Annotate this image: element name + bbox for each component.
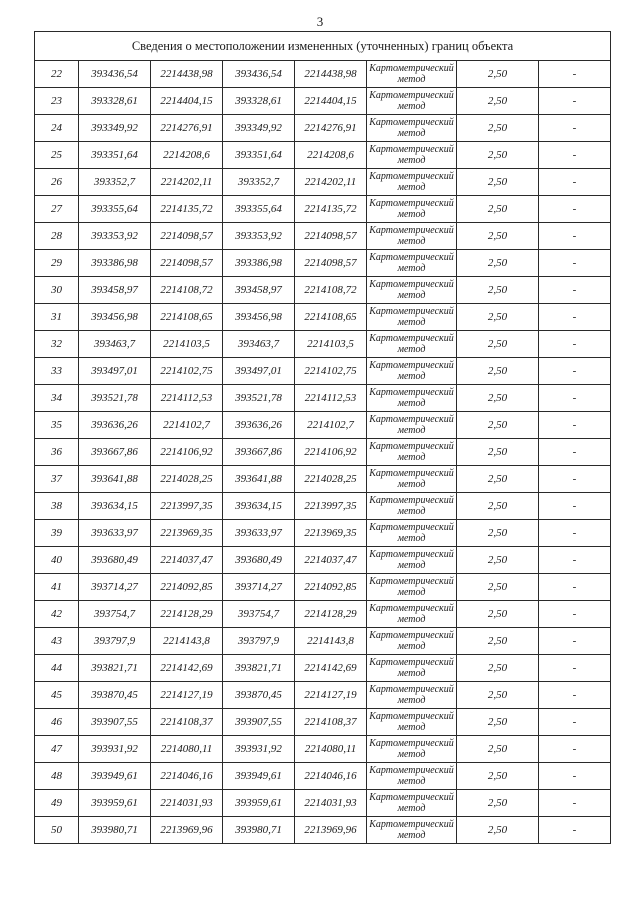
y-refined-cell: 2214092,85 bbox=[295, 574, 367, 601]
accuracy-cell: 2,50 bbox=[457, 385, 539, 412]
point-number-cell: 23 bbox=[35, 88, 79, 115]
point-number-cell: 41 bbox=[35, 574, 79, 601]
x-refined-cell: 393352,7 bbox=[223, 169, 295, 196]
y-refined-cell: 2214135,72 bbox=[295, 196, 367, 223]
method-cell: Картометрический метод bbox=[367, 196, 457, 223]
point-number-cell: 33 bbox=[35, 358, 79, 385]
x-refined-cell: 393634,15 bbox=[223, 493, 295, 520]
x-refined-cell: 393797,9 bbox=[223, 628, 295, 655]
y-refined-cell: 2214202,11 bbox=[295, 169, 367, 196]
x-refined-cell: 393680,49 bbox=[223, 547, 295, 574]
y-refined-cell: 2214208,6 bbox=[295, 142, 367, 169]
x-refined-cell: 393754,7 bbox=[223, 601, 295, 628]
description-cell: - bbox=[539, 169, 611, 196]
point-number-cell: 25 bbox=[35, 142, 79, 169]
accuracy-cell: 2,50 bbox=[457, 88, 539, 115]
accuracy-cell: 2,50 bbox=[457, 547, 539, 574]
description-cell: - bbox=[539, 250, 611, 277]
method-cell: Картометрический метод bbox=[367, 223, 457, 250]
description-cell: - bbox=[539, 223, 611, 250]
y-refined-cell: 2214098,57 bbox=[295, 223, 367, 250]
description-cell: - bbox=[539, 331, 611, 358]
method-cell: Картометрический метод bbox=[367, 439, 457, 466]
point-number-cell: 39 bbox=[35, 520, 79, 547]
method-cell: Картометрический метод bbox=[367, 385, 457, 412]
table-row bbox=[35, 223, 611, 250]
table-row bbox=[35, 439, 611, 466]
point-number-cell: 26 bbox=[35, 169, 79, 196]
x-existing-cell: 393634,15 bbox=[79, 493, 151, 520]
x-refined-cell: 393463,7 bbox=[223, 331, 295, 358]
description-cell: - bbox=[539, 88, 611, 115]
table-row bbox=[35, 250, 611, 277]
y-existing-cell: 2214103,5 bbox=[151, 331, 223, 358]
accuracy-cell: 2,50 bbox=[457, 196, 539, 223]
x-existing-cell: 393949,61 bbox=[79, 763, 151, 790]
point-number-cell: 29 bbox=[35, 250, 79, 277]
accuracy-cell: 2,50 bbox=[457, 736, 539, 763]
table-row bbox=[35, 520, 611, 547]
x-existing-cell: 393931,92 bbox=[79, 736, 151, 763]
description-cell: - bbox=[539, 466, 611, 493]
point-number-cell: 48 bbox=[35, 763, 79, 790]
y-existing-cell: 2214108,72 bbox=[151, 277, 223, 304]
table-row bbox=[35, 682, 611, 709]
y-refined-cell: 2214080,11 bbox=[295, 736, 367, 763]
table-row bbox=[35, 628, 611, 655]
method-cell: Картометрический метод bbox=[367, 655, 457, 682]
accuracy-cell: 2,50 bbox=[457, 520, 539, 547]
y-existing-cell: 2214102,75 bbox=[151, 358, 223, 385]
x-refined-cell: 393636,26 bbox=[223, 412, 295, 439]
x-refined-cell: 393641,88 bbox=[223, 466, 295, 493]
method-cell: Картометрический метод bbox=[367, 493, 457, 520]
y-existing-cell: 2213969,35 bbox=[151, 520, 223, 547]
x-existing-cell: 393351,64 bbox=[79, 142, 151, 169]
point-number-cell: 24 bbox=[35, 115, 79, 142]
x-refined-cell: 393667,86 bbox=[223, 439, 295, 466]
point-number-cell: 34 bbox=[35, 385, 79, 412]
x-existing-cell: 393754,7 bbox=[79, 601, 151, 628]
method-cell: Картометрический метод bbox=[367, 142, 457, 169]
description-cell: - bbox=[539, 520, 611, 547]
table-row bbox=[35, 736, 611, 763]
table-row bbox=[35, 574, 611, 601]
x-refined-cell: 393931,92 bbox=[223, 736, 295, 763]
point-number-cell: 40 bbox=[35, 547, 79, 574]
x-existing-cell: 393456,98 bbox=[79, 304, 151, 331]
boundary-coordinates-table bbox=[34, 31, 611, 844]
table-body bbox=[35, 61, 611, 844]
page-number: 3 bbox=[316, 14, 324, 29]
x-refined-cell: 393980,71 bbox=[223, 817, 295, 844]
accuracy-cell: 2,50 bbox=[457, 61, 539, 88]
description-cell: - bbox=[539, 385, 611, 412]
accuracy-cell: 2,50 bbox=[457, 574, 539, 601]
description-cell: - bbox=[539, 682, 611, 709]
description-cell: - bbox=[539, 493, 611, 520]
y-existing-cell: 2214108,37 bbox=[151, 709, 223, 736]
y-refined-cell: 2214102,75 bbox=[295, 358, 367, 385]
y-existing-cell: 2214031,93 bbox=[151, 790, 223, 817]
y-existing-cell: 2214108,65 bbox=[151, 304, 223, 331]
table-row bbox=[35, 196, 611, 223]
accuracy-cell: 2,50 bbox=[457, 763, 539, 790]
accuracy-cell: 2,50 bbox=[457, 709, 539, 736]
y-existing-cell: 2214080,11 bbox=[151, 736, 223, 763]
x-existing-cell: 393680,49 bbox=[79, 547, 151, 574]
y-existing-cell: 2213969,96 bbox=[151, 817, 223, 844]
point-number-cell: 50 bbox=[35, 817, 79, 844]
table-row bbox=[35, 385, 611, 412]
method-cell: Картометрический метод bbox=[367, 520, 457, 547]
point-number-cell: 28 bbox=[35, 223, 79, 250]
method-cell: Картометрический метод bbox=[367, 277, 457, 304]
description-cell: - bbox=[539, 763, 611, 790]
point-number-cell: 43 bbox=[35, 628, 79, 655]
y-refined-cell: 2214031,93 bbox=[295, 790, 367, 817]
x-existing-cell: 393714,27 bbox=[79, 574, 151, 601]
x-existing-cell: 393352,7 bbox=[79, 169, 151, 196]
y-existing-cell: 2214276,91 bbox=[151, 115, 223, 142]
x-existing-cell: 393870,45 bbox=[79, 682, 151, 709]
y-existing-cell: 2214092,85 bbox=[151, 574, 223, 601]
description-cell: - bbox=[539, 304, 611, 331]
x-existing-cell: 393386,98 bbox=[79, 250, 151, 277]
accuracy-cell: 2,50 bbox=[457, 115, 539, 142]
table-title: Сведения о местоположении измененных (уточненных) границ объекта bbox=[35, 32, 611, 61]
x-existing-cell: 393636,26 bbox=[79, 412, 151, 439]
table-row bbox=[35, 709, 611, 736]
y-refined-cell: 2214046,16 bbox=[295, 763, 367, 790]
y-refined-cell: 2214028,25 bbox=[295, 466, 367, 493]
method-cell: Картометрический метод bbox=[367, 628, 457, 655]
accuracy-cell: 2,50 bbox=[457, 817, 539, 844]
y-refined-cell: 2214438,98 bbox=[295, 61, 367, 88]
table-row bbox=[35, 88, 611, 115]
method-cell: Картометрический метод bbox=[367, 250, 457, 277]
point-number-cell: 27 bbox=[35, 196, 79, 223]
description-cell: - bbox=[539, 61, 611, 88]
point-number-cell: 36 bbox=[35, 439, 79, 466]
description-cell: - bbox=[539, 142, 611, 169]
y-existing-cell: 2214112,53 bbox=[151, 385, 223, 412]
y-refined-cell: 2213997,35 bbox=[295, 493, 367, 520]
point-number-cell: 37 bbox=[35, 466, 79, 493]
method-cell: Картометрический метод bbox=[367, 61, 457, 88]
x-existing-cell: 393463,7 bbox=[79, 331, 151, 358]
method-cell: Картометрический метод bbox=[367, 709, 457, 736]
y-existing-cell: 2214404,15 bbox=[151, 88, 223, 115]
description-cell: - bbox=[539, 817, 611, 844]
method-cell: Картометрический метод bbox=[367, 466, 457, 493]
y-existing-cell: 2214142,69 bbox=[151, 655, 223, 682]
description-cell: - bbox=[539, 736, 611, 763]
method-cell: Картометрический метод bbox=[367, 763, 457, 790]
accuracy-cell: 2,50 bbox=[457, 304, 539, 331]
description-cell: - bbox=[539, 601, 611, 628]
table-row bbox=[35, 790, 611, 817]
y-existing-cell: 2214037,47 bbox=[151, 547, 223, 574]
description-cell: - bbox=[539, 358, 611, 385]
x-refined-cell: 393497,01 bbox=[223, 358, 295, 385]
table-row bbox=[35, 547, 611, 574]
y-existing-cell: 2214102,7 bbox=[151, 412, 223, 439]
y-refined-cell: 2214102,7 bbox=[295, 412, 367, 439]
y-refined-cell: 2214127,19 bbox=[295, 682, 367, 709]
accuracy-cell: 2,50 bbox=[457, 682, 539, 709]
y-refined-cell: 2214142,69 bbox=[295, 655, 367, 682]
x-refined-cell: 393353,92 bbox=[223, 223, 295, 250]
y-refined-cell: 2214106,92 bbox=[295, 439, 367, 466]
y-refined-cell: 2214098,57 bbox=[295, 250, 367, 277]
x-refined-cell: 393521,78 bbox=[223, 385, 295, 412]
accuracy-cell: 2,50 bbox=[457, 655, 539, 682]
description-cell: - bbox=[539, 628, 611, 655]
description-cell: - bbox=[539, 790, 611, 817]
y-existing-cell: 2214128,29 bbox=[151, 601, 223, 628]
x-existing-cell: 393907,55 bbox=[79, 709, 151, 736]
accuracy-cell: 2,50 bbox=[457, 493, 539, 520]
table-row bbox=[35, 817, 611, 844]
accuracy-cell: 2,50 bbox=[457, 223, 539, 250]
y-existing-cell: 2214438,98 bbox=[151, 61, 223, 88]
x-refined-cell: 393821,71 bbox=[223, 655, 295, 682]
x-refined-cell: 393714,27 bbox=[223, 574, 295, 601]
y-refined-cell: 2214108,72 bbox=[295, 277, 367, 304]
y-existing-cell: 2214028,25 bbox=[151, 466, 223, 493]
x-refined-cell: 393355,64 bbox=[223, 196, 295, 223]
y-existing-cell: 2214106,92 bbox=[151, 439, 223, 466]
y-refined-cell: 2214103,5 bbox=[295, 331, 367, 358]
description-cell: - bbox=[539, 439, 611, 466]
point-number-cell: 42 bbox=[35, 601, 79, 628]
method-cell: Картометрический метод bbox=[367, 682, 457, 709]
accuracy-cell: 2,50 bbox=[457, 439, 539, 466]
method-cell: Картометрический метод bbox=[367, 88, 457, 115]
y-existing-cell: 2214143,8 bbox=[151, 628, 223, 655]
table-row bbox=[35, 601, 611, 628]
y-refined-cell: 2213969,96 bbox=[295, 817, 367, 844]
table-row bbox=[35, 331, 611, 358]
table-row bbox=[35, 466, 611, 493]
x-refined-cell: 393386,98 bbox=[223, 250, 295, 277]
x-existing-cell: 393980,71 bbox=[79, 817, 151, 844]
point-number-cell: 31 bbox=[35, 304, 79, 331]
point-number-cell: 32 bbox=[35, 331, 79, 358]
accuracy-cell: 2,50 bbox=[457, 331, 539, 358]
x-refined-cell: 393458,97 bbox=[223, 277, 295, 304]
accuracy-cell: 2,50 bbox=[457, 169, 539, 196]
description-cell: - bbox=[539, 709, 611, 736]
x-existing-cell: 393328,61 bbox=[79, 88, 151, 115]
x-existing-cell: 393821,71 bbox=[79, 655, 151, 682]
table-row bbox=[35, 493, 611, 520]
point-number-cell: 22 bbox=[35, 61, 79, 88]
y-refined-cell: 2214108,65 bbox=[295, 304, 367, 331]
y-refined-cell: 2214143,8 bbox=[295, 628, 367, 655]
accuracy-cell: 2,50 bbox=[457, 790, 539, 817]
point-number-cell: 46 bbox=[35, 709, 79, 736]
y-refined-cell: 2214037,47 bbox=[295, 547, 367, 574]
description-cell: - bbox=[539, 277, 611, 304]
x-existing-cell: 393521,78 bbox=[79, 385, 151, 412]
x-existing-cell: 393667,86 bbox=[79, 439, 151, 466]
x-refined-cell: 393351,64 bbox=[223, 142, 295, 169]
table-row bbox=[35, 304, 611, 331]
description-cell: - bbox=[539, 115, 611, 142]
y-existing-cell: 2214127,19 bbox=[151, 682, 223, 709]
point-number-cell: 45 bbox=[35, 682, 79, 709]
accuracy-cell: 2,50 bbox=[457, 277, 539, 304]
method-cell: Картометрический метод bbox=[367, 817, 457, 844]
y-refined-cell: 2214128,29 bbox=[295, 601, 367, 628]
x-refined-cell: 393907,55 bbox=[223, 709, 295, 736]
x-refined-cell: 393328,61 bbox=[223, 88, 295, 115]
y-existing-cell: 2214208,6 bbox=[151, 142, 223, 169]
table-row bbox=[35, 358, 611, 385]
accuracy-cell: 2,50 bbox=[457, 358, 539, 385]
x-existing-cell: 393641,88 bbox=[79, 466, 151, 493]
description-cell: - bbox=[539, 574, 611, 601]
x-refined-cell: 393633,97 bbox=[223, 520, 295, 547]
description-cell: - bbox=[539, 547, 611, 574]
x-existing-cell: 393436,54 bbox=[79, 61, 151, 88]
table-row bbox=[35, 115, 611, 142]
method-cell: Картометрический метод bbox=[367, 358, 457, 385]
point-number-cell: 30 bbox=[35, 277, 79, 304]
x-existing-cell: 393349,92 bbox=[79, 115, 151, 142]
table-row bbox=[35, 763, 611, 790]
x-existing-cell: 393353,92 bbox=[79, 223, 151, 250]
x-refined-cell: 393870,45 bbox=[223, 682, 295, 709]
accuracy-cell: 2,50 bbox=[457, 250, 539, 277]
x-refined-cell: 393949,61 bbox=[223, 763, 295, 790]
point-number-cell: 49 bbox=[35, 790, 79, 817]
x-refined-cell: 393959,61 bbox=[223, 790, 295, 817]
x-existing-cell: 393458,97 bbox=[79, 277, 151, 304]
accuracy-cell: 2,50 bbox=[457, 628, 539, 655]
x-existing-cell: 393355,64 bbox=[79, 196, 151, 223]
table-row bbox=[35, 277, 611, 304]
y-existing-cell: 2213997,35 bbox=[151, 493, 223, 520]
description-cell: - bbox=[539, 412, 611, 439]
y-existing-cell: 2214135,72 bbox=[151, 196, 223, 223]
table-row bbox=[35, 169, 611, 196]
table-row bbox=[35, 61, 611, 88]
accuracy-cell: 2,50 bbox=[457, 142, 539, 169]
y-refined-cell: 2214404,15 bbox=[295, 88, 367, 115]
accuracy-cell: 2,50 bbox=[457, 601, 539, 628]
x-existing-cell: 393959,61 bbox=[79, 790, 151, 817]
y-refined-cell: 2214276,91 bbox=[295, 115, 367, 142]
description-cell: - bbox=[539, 655, 611, 682]
y-existing-cell: 2214046,16 bbox=[151, 763, 223, 790]
method-cell: Картометрический метод bbox=[367, 790, 457, 817]
y-refined-cell: 2214108,37 bbox=[295, 709, 367, 736]
point-number-cell: 47 bbox=[35, 736, 79, 763]
table-title-row bbox=[35, 32, 611, 61]
accuracy-cell: 2,50 bbox=[457, 412, 539, 439]
table-row bbox=[35, 412, 611, 439]
point-number-cell: 38 bbox=[35, 493, 79, 520]
y-existing-cell: 2214202,11 bbox=[151, 169, 223, 196]
table-row bbox=[35, 142, 611, 169]
point-number-cell: 35 bbox=[35, 412, 79, 439]
method-cell: Картометрический метод bbox=[367, 115, 457, 142]
y-refined-cell: 2214112,53 bbox=[295, 385, 367, 412]
method-cell: Картометрический метод bbox=[367, 412, 457, 439]
method-cell: Картометрический метод bbox=[367, 574, 457, 601]
method-cell: Картометрический метод bbox=[367, 601, 457, 628]
x-refined-cell: 393349,92 bbox=[223, 115, 295, 142]
y-existing-cell: 2214098,57 bbox=[151, 250, 223, 277]
x-existing-cell: 393633,97 bbox=[79, 520, 151, 547]
point-number-cell: 44 bbox=[35, 655, 79, 682]
x-existing-cell: 393497,01 bbox=[79, 358, 151, 385]
x-existing-cell: 393797,9 bbox=[79, 628, 151, 655]
y-existing-cell: 2214098,57 bbox=[151, 223, 223, 250]
x-refined-cell: 393436,54 bbox=[223, 61, 295, 88]
y-refined-cell: 2213969,35 bbox=[295, 520, 367, 547]
method-cell: Картометрический метод bbox=[367, 331, 457, 358]
method-cell: Картометрический метод bbox=[367, 169, 457, 196]
method-cell: Картометрический метод bbox=[367, 547, 457, 574]
method-cell: Картометрический метод bbox=[367, 736, 457, 763]
description-cell: - bbox=[539, 196, 611, 223]
method-cell: Картометрический метод bbox=[367, 304, 457, 331]
accuracy-cell: 2,50 bbox=[457, 466, 539, 493]
table-row bbox=[35, 655, 611, 682]
x-refined-cell: 393456,98 bbox=[223, 304, 295, 331]
